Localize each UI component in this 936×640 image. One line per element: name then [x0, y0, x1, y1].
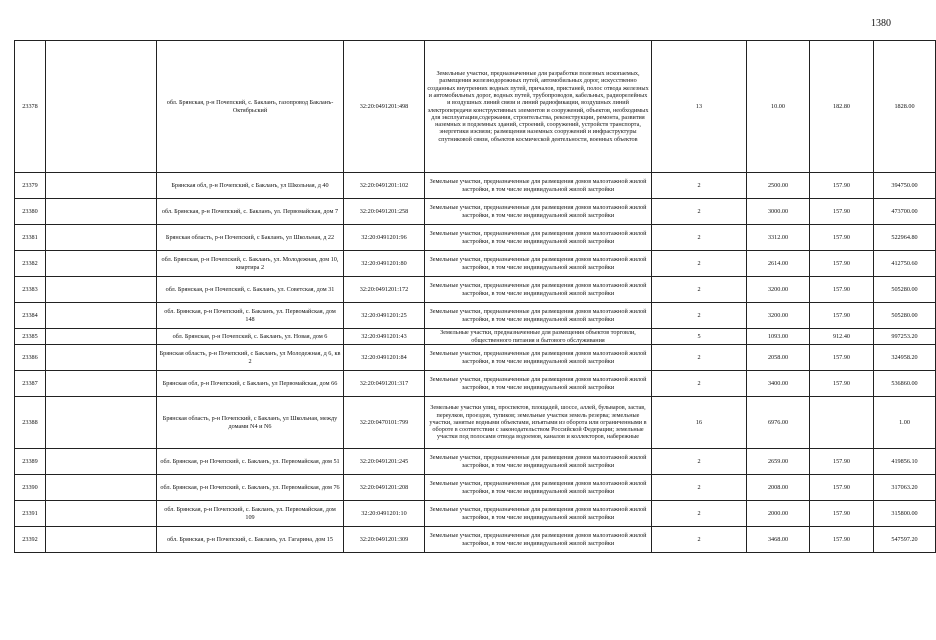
- specific-value-cell: 912.40: [810, 329, 874, 345]
- area-cell: 3200.00: [747, 277, 810, 303]
- specific-value-cell: 157.90: [810, 371, 874, 397]
- blank-cell: [46, 345, 157, 371]
- record-number: 23392: [15, 527, 46, 553]
- page-number: 1380: [871, 18, 891, 29]
- land-use-cell: Земельные участки, предназначенные для размещения домов малоэтажной жилой застройки, в том числе индивидуальной жилой застройки: [425, 251, 652, 277]
- area-cell: 3400.00: [747, 371, 810, 397]
- group-number-cell: 13: [652, 41, 747, 173]
- cadastral-value-cell: 505280.00: [874, 277, 936, 303]
- cadastral-number-cell: 32:20:0491201:84: [344, 345, 425, 371]
- blank-cell: [46, 449, 157, 475]
- cadastral-number-cell: 32:20:0491201:25: [344, 303, 425, 329]
- land-use-cell: Земельные участки, предназначенные для размещения объектов торговли, общественного питания и бытового обслуживания: [425, 329, 652, 345]
- cadastral-value-cell: 473700.00: [874, 199, 936, 225]
- cadastral-value-cell: 324958.20: [874, 345, 936, 371]
- table-row: [15, 199, 936, 225]
- address-cell: обл. Брянская, р-н Почепский, с. Бакланъ, ул. Первомайская, дом 51: [157, 449, 344, 475]
- cadastral-value-cell: 547597.20: [874, 527, 936, 553]
- table-row: [15, 345, 936, 371]
- specific-value-cell: 157.90: [810, 303, 874, 329]
- blank-cell: [46, 173, 157, 199]
- specific-value-cell: 157.90: [810, 225, 874, 251]
- specific-value-cell: 157.90: [810, 345, 874, 371]
- record-number: 23382: [15, 251, 46, 277]
- address-cell: обл. Брянская, р-н Почепский, с. Бакланъ, ул. Молодежная, дом 10, квартира 2: [157, 251, 344, 277]
- specific-value-cell: 157.90: [810, 173, 874, 199]
- cadastral-number-cell: 32:20:0491201:245: [344, 449, 425, 475]
- address-cell: обл. Брянская, р-н Почепский, с. Бакланъ, ул. Новая, дом 6: [157, 329, 344, 345]
- specific-value-cell: [810, 397, 874, 449]
- cadastral-value-cell: 505280.00: [874, 303, 936, 329]
- land-use-cell: Земельные участки, предназначенные для размещения домов малоэтажной жилой застройки, в том числе индивидуальной жилой застройки: [425, 199, 652, 225]
- area-cell: 2659.00: [747, 449, 810, 475]
- cadastral-value-table: [14, 40, 936, 553]
- address-cell: обл. Брянская, р-н Почепский, с. Бакланъ, ул. Первомайская, дом 76: [157, 475, 344, 501]
- land-use-cell: Земельные участки, предназначенные для размещения домов малоэтажной жилой застройки, в том числе индивидуальной жилой застройки: [425, 527, 652, 553]
- table-row: [15, 329, 936, 345]
- cadastral-number-cell: 32:20:0491201:96: [344, 225, 425, 251]
- record-number: 23385: [15, 329, 46, 345]
- area-cell: 3468.00: [747, 527, 810, 553]
- blank-cell: [46, 41, 157, 173]
- table-row: [15, 475, 936, 501]
- group-number-cell: 2: [652, 199, 747, 225]
- cadastral-number-cell: 32:20:0491201:172: [344, 277, 425, 303]
- blank-cell: [46, 329, 157, 345]
- address-cell: обл. Брянская, р-н Почепский, с. Бакланъ, газопровод Бакланъ- Октябрьский: [157, 41, 344, 173]
- record-number: 23381: [15, 225, 46, 251]
- blank-cell: [46, 397, 157, 449]
- cadastral-number-cell: 32:20:0470101:799: [344, 397, 425, 449]
- group-number-cell: 2: [652, 251, 747, 277]
- area-cell: 6976.00: [747, 397, 810, 449]
- table-row: [15, 225, 936, 251]
- address-cell: Брянская область, р-н Почепский, с Бакланъ, ул Школьная, д 22: [157, 225, 344, 251]
- cadastral-value-cell: 315800.00: [874, 501, 936, 527]
- group-number-cell: 2: [652, 449, 747, 475]
- cadastral-value-cell: 997253.20: [874, 329, 936, 345]
- area-cell: 2008.00: [747, 475, 810, 501]
- address-cell: Брянская обл, р-н Почепский, с Бакланъ, ул Первомайская, дом 66: [157, 371, 344, 397]
- group-number-cell: 2: [652, 225, 747, 251]
- record-number: 23388: [15, 397, 46, 449]
- record-number: 23383: [15, 277, 46, 303]
- cadastral-number-cell: 32:20:0491201:43: [344, 329, 425, 345]
- land-use-cell: Земельные участки, предназначенные для размещения домов малоэтажной жилой застройки, в том числе индивидуальной жилой застройки: [425, 501, 652, 527]
- cadastral-value-cell: 394750.00: [874, 173, 936, 199]
- record-number: 23389: [15, 449, 46, 475]
- specific-value-cell: 157.90: [810, 277, 874, 303]
- address-cell: обл. Брянская, р-н Почепский, с. Бакланъ, ул. Первомайская, дом 7: [157, 199, 344, 225]
- area-cell: 10.00: [747, 41, 810, 173]
- area-cell: 3200.00: [747, 303, 810, 329]
- blank-cell: [46, 501, 157, 527]
- cadastral-number-cell: 32:20:0491201:309: [344, 527, 425, 553]
- area-cell: 1093.00: [747, 329, 810, 345]
- cadastral-number-cell: 32:20:0491201:498: [344, 41, 425, 173]
- table-row: [15, 41, 936, 173]
- cadastral-value-cell: 412750.60: [874, 251, 936, 277]
- area-cell: 2000.00: [747, 501, 810, 527]
- blank-cell: [46, 527, 157, 553]
- cadastral-value-cell: 317063.20: [874, 475, 936, 501]
- land-use-cell: Земельные участки улиц, проспектов, площадей, шоссе, аллей, бульваров, застав, переулков, проездов, тупиков; земельные участки земель резерва; земельные участки, занятые водными объектами, изъятыми из оборота или ограниченными в обороте в соответствии с законодательством Российской Федерации; земельные участки под полосами отвода водоемов, каналов и коллекторов, набережные: [425, 397, 652, 449]
- land-use-cell: Земельные участки, предназначенные для размещения домов малоэтажной жилой застройки, в том числе индивидуальной жилой застройки: [425, 449, 652, 475]
- cadastral-value-cell: 536860.00: [874, 371, 936, 397]
- specific-value-cell: 157.90: [810, 501, 874, 527]
- cadastral-number-cell: 32:20:0491201:102: [344, 173, 425, 199]
- table-body: [15, 41, 936, 553]
- group-number-cell: 2: [652, 475, 747, 501]
- specific-value-cell: 157.90: [810, 449, 874, 475]
- address-cell: обл. Брянская, р-н Почепский, с. Бакланъ, ул. Гагарина, дом 15: [157, 527, 344, 553]
- specific-value-cell: 157.90: [810, 475, 874, 501]
- group-number-cell: 16: [652, 397, 747, 449]
- land-use-cell: Земельные участки, предназначенные для размещения домов малоэтажной жилой застройки, в том числе индивидуальной жилой застройки: [425, 277, 652, 303]
- cadastral-number-cell: 32:20:0491201:208: [344, 475, 425, 501]
- cadastral-value-cell: 522964.80: [874, 225, 936, 251]
- area-cell: 2614.00: [747, 251, 810, 277]
- table-row: [15, 501, 936, 527]
- record-number: 23386: [15, 345, 46, 371]
- table-row: [15, 251, 936, 277]
- group-number-cell: 2: [652, 173, 747, 199]
- specific-value-cell: 157.90: [810, 527, 874, 553]
- group-number-cell: 2: [652, 527, 747, 553]
- blank-cell: [46, 475, 157, 501]
- specific-value-cell: 157.90: [810, 199, 874, 225]
- record-number: 23391: [15, 501, 46, 527]
- group-number-cell: 2: [652, 501, 747, 527]
- cadastral-value-cell: 419856.10: [874, 449, 936, 475]
- record-number: 23379: [15, 173, 46, 199]
- land-use-cell: Земельные участки, предназначенные для размещения домов малоэтажной жилой застройки, в том числе индивидуальной жилой застройки: [425, 303, 652, 329]
- cadastral-value-cell: 1828.00: [874, 41, 936, 173]
- address-cell: Брянская область, р-н Почепский, с Бакланъ, ул Школьная, между домами N4 и N6: [157, 397, 344, 449]
- address-cell: обл. Брянская, р-н Почепский, с. Бакланъ, ул. Советская, дом 31: [157, 277, 344, 303]
- land-use-cell: Земельные участки, предназначенные для размещения домов малоэтажной жилой застройки, в том числе индивидуальной жилой застройки: [425, 345, 652, 371]
- address-cell: Брянская обл, р-н Почепский, с Бакланъ, ул Школьная, д 40: [157, 173, 344, 199]
- record-number: 23384: [15, 303, 46, 329]
- area-cell: 3312.00: [747, 225, 810, 251]
- cadastral-number-cell: 32:20:0491201:317: [344, 371, 425, 397]
- cadastral-number-cell: 32:20:0491201:258: [344, 199, 425, 225]
- land-use-cell: Земельные участки, предназначенные для разработки полезных ископаемых, размещения железнодорожных путей, автомобильных дорог, искусственно созданных внутренних водных путей, причалов, пристаней, полос отвода железных и автомобильных дорог, водных путей, трубопроводов, кабельных, радиорелейных и воздушных линий связи и линий радиофикации, воздушных линий электропередачи конструктивных элементов и сооружений, объектов, необходимых для эксплуатации,содержания, строительства, реконструкции, ремонта, развития наземных и подземных зданий, строений, сооружений, устройств транспорта, энергетики иэсвязи; размещения наземных сооружений и инфраструктуры спутниковой связи, объектов космической деятельности, военных объектов: [425, 41, 652, 173]
- group-number-cell: 2: [652, 345, 747, 371]
- blank-cell: [46, 199, 157, 225]
- table-row: [15, 277, 936, 303]
- blank-cell: [46, 225, 157, 251]
- cadastral-number-cell: 32:20:0491201:10: [344, 501, 425, 527]
- land-use-cell: Земельные участки, предназначенные для размещения домов малоэтажной жилой застройки, в том числе индивидуальной жилой застройки: [425, 225, 652, 251]
- land-use-cell: Земельные участки, предназначенные для размещения домов малоэтажной жилой застройки, в том числе индивидуальной жилой застройки: [425, 475, 652, 501]
- specific-value-cell: 157.90: [810, 251, 874, 277]
- blank-cell: [46, 371, 157, 397]
- land-use-cell: Земельные участки, предназначенные для размещения домов малоэтажной жилой застройки, в том числе индивидуальной жилой застройки: [425, 173, 652, 199]
- blank-cell: [46, 277, 157, 303]
- address-cell: обл. Брянская, р-н Почепский, с. Бакланъ, ул. Первомайская, дом 148: [157, 303, 344, 329]
- address-cell: Брянская область, р-н Почепский, с Бакланъ, ул Молодежная, д 6, кв 2: [157, 345, 344, 371]
- table-row: [15, 371, 936, 397]
- blank-cell: [46, 251, 157, 277]
- group-number-cell: 2: [652, 277, 747, 303]
- table-row: [15, 397, 936, 449]
- cadastral-value-cell: 1.00: [874, 397, 936, 449]
- area-cell: 3000.00: [747, 199, 810, 225]
- record-number: 23378: [15, 41, 46, 173]
- group-number-cell: 2: [652, 371, 747, 397]
- area-cell: 2500.00: [747, 173, 810, 199]
- cadastral-number-cell: 32:20:0491201:80: [344, 251, 425, 277]
- table-row: [15, 449, 936, 475]
- table-row: [15, 527, 936, 553]
- record-number: 23390: [15, 475, 46, 501]
- group-number-cell: 2: [652, 303, 747, 329]
- table-row: [15, 303, 936, 329]
- area-cell: 2058.00: [747, 345, 810, 371]
- land-use-cell: Земельные участки, предназначенные для размещения домов малоэтажной жилой застройки, в том числе индивидуальной жилой застройки: [425, 371, 652, 397]
- record-number: 23387: [15, 371, 46, 397]
- specific-value-cell: 182.80: [810, 41, 874, 173]
- blank-cell: [46, 303, 157, 329]
- address-cell: обл. Брянская, р-н Почепский, с. Бакланъ, ул. Первомайская, дом 109: [157, 501, 344, 527]
- record-number: 23380: [15, 199, 46, 225]
- group-number-cell: 5: [652, 329, 747, 345]
- table-row: [15, 173, 936, 199]
